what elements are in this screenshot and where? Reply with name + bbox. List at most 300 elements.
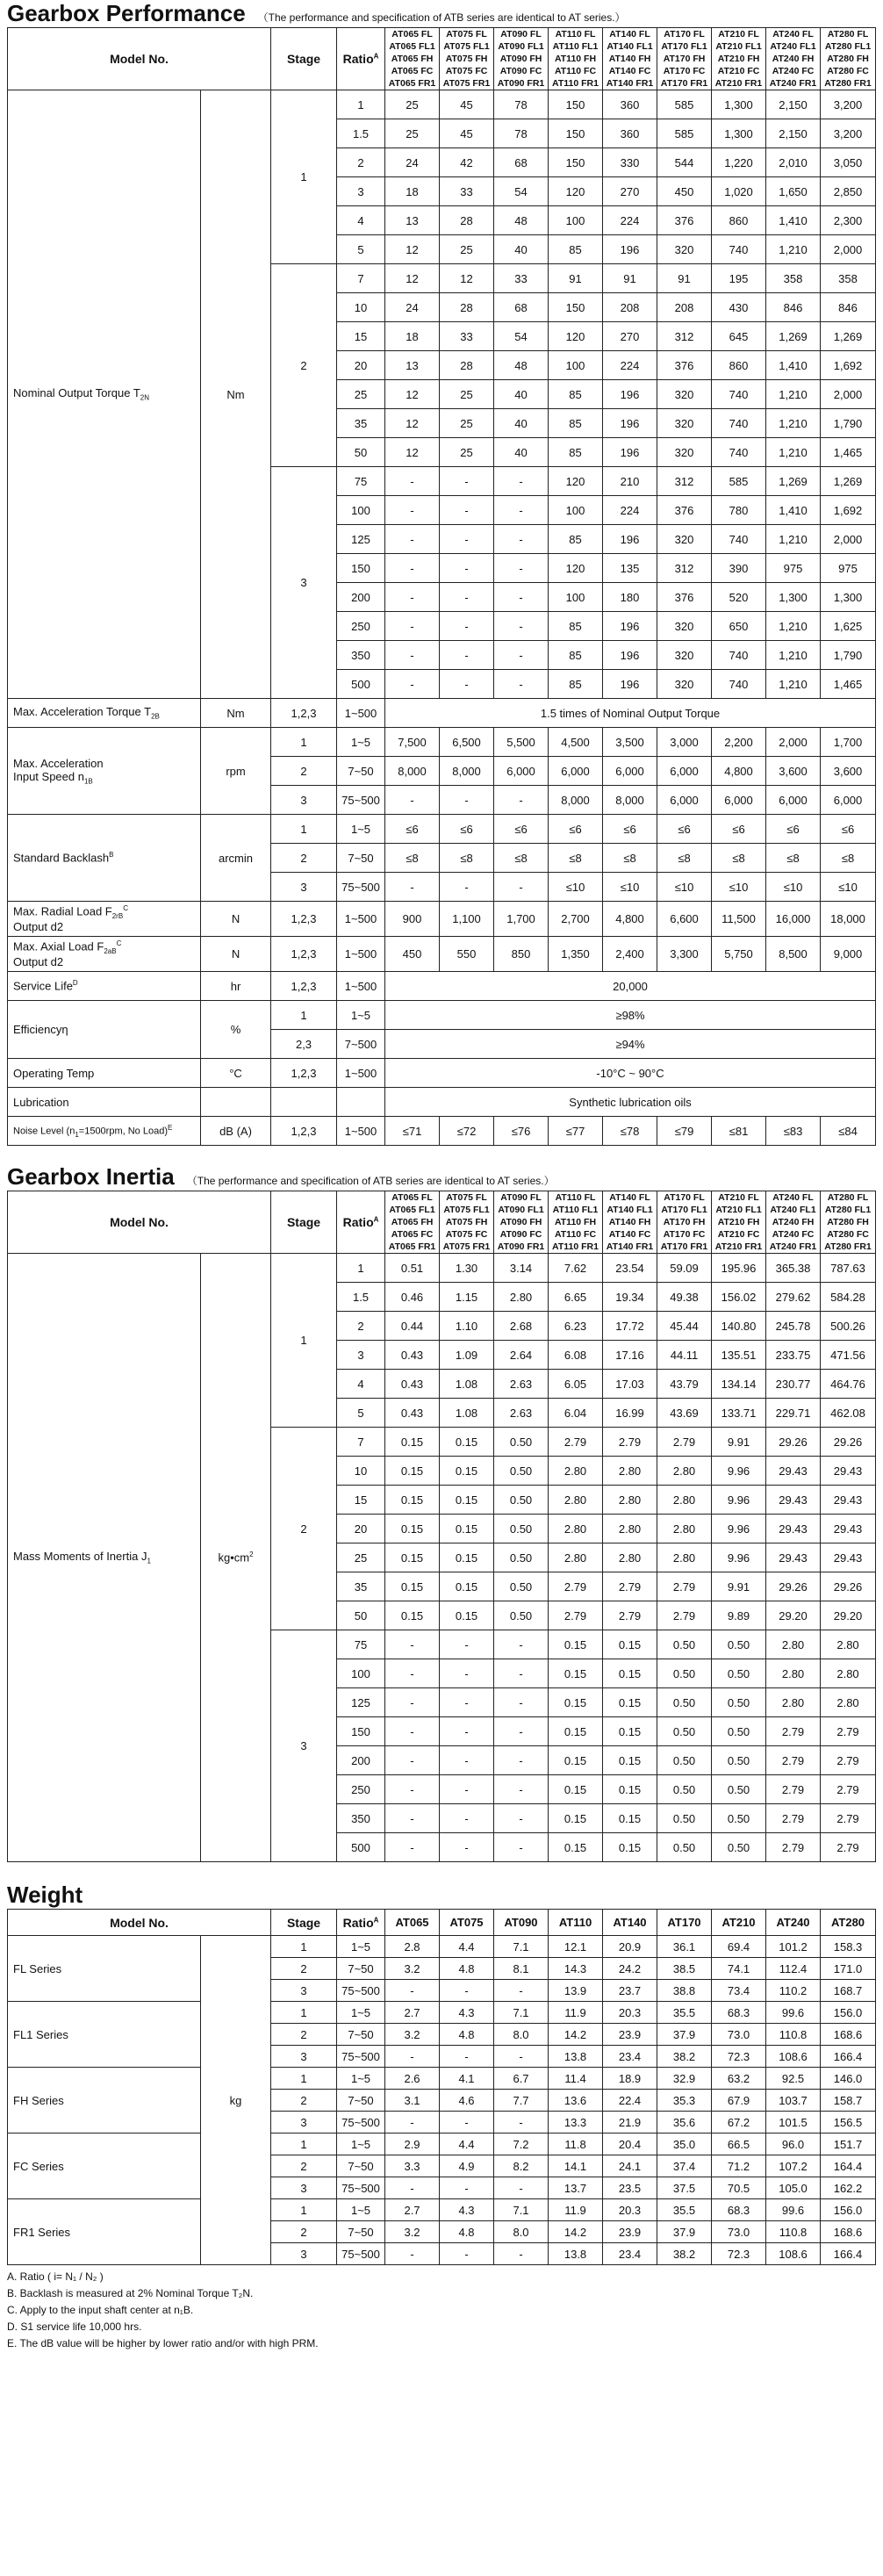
accel-label	[8, 699, 201, 728]
value-cell: ≤84	[821, 1117, 876, 1146]
noise-unit: dB (A)	[201, 1117, 271, 1146]
weight-unit: kg	[201, 1936, 271, 2265]
value-cell: 85	[549, 235, 603, 264]
eff-label-part: Efficiency	[13, 1023, 62, 1036]
radial-label-part: Max. Radial Load F	[13, 904, 112, 918]
model-name: AT280 FC	[827, 1229, 869, 1240]
value-cell: 2.79	[821, 1775, 876, 1804]
value-cell: 3,500	[603, 728, 657, 757]
value-cell: 18	[385, 322, 440, 351]
value-cell: -	[385, 1775, 440, 1804]
value-cell: 5,500	[494, 728, 549, 757]
value-cell: 19.34	[603, 1283, 657, 1312]
value-cell: 68	[494, 293, 549, 322]
value-cell: 91	[549, 264, 603, 293]
value-cell: 0.50	[657, 1804, 712, 1833]
ratio-cell: 1~500	[337, 1059, 385, 1088]
value-cell: -	[440, 1717, 494, 1746]
series-label: FH Series	[8, 2068, 201, 2133]
value-cell: 195	[712, 264, 766, 293]
value-cell: 2.80	[603, 1543, 657, 1572]
value-cell: 33	[440, 322, 494, 351]
value-cell: 29.43	[821, 1486, 876, 1515]
value-cell: 4.9	[440, 2155, 494, 2177]
value-cell: 8,500	[766, 937, 821, 972]
torque-label	[8, 90, 201, 699]
value-cell: ≤8	[603, 844, 657, 873]
perf-ratio-header	[337, 28, 385, 90]
value-cell: -	[494, 612, 549, 641]
value-cell: 13	[385, 206, 440, 235]
accel-value: 1.5 times of Nominal Output Torque	[385, 699, 876, 728]
value-cell: -	[440, 2177, 494, 2199]
ratio-cell: 7~50	[337, 2090, 385, 2112]
model-name: AT280 FC	[827, 66, 869, 76]
value-cell: 133.71	[712, 1399, 766, 1428]
value-cell: 23.5	[603, 2177, 657, 2199]
weight-row	[8, 2199, 876, 2221]
value-cell: -	[385, 641, 440, 670]
value-cell: 105.0	[766, 2177, 821, 2199]
value-cell: 2.80	[766, 1659, 821, 1688]
value-cell: 166.4	[821, 2046, 876, 2068]
value-cell: ≤81	[712, 1117, 766, 1146]
value-cell: 0.15	[385, 1601, 440, 1630]
value-cell: 230.77	[766, 1370, 821, 1399]
value-cell: -	[494, 1688, 549, 1717]
footnote: C. Apply to the input shaft center at n₁B.	[7, 2304, 194, 2316]
stage-cell: 3	[271, 467, 337, 699]
ratio-cell: 125	[337, 525, 385, 554]
stage-cell: 1	[271, 2068, 337, 2090]
value-cell: 32.9	[657, 2068, 712, 2090]
ratio-cell: 10	[337, 293, 385, 322]
value-cell: -	[494, 2177, 549, 2199]
value-cell: 4,800	[603, 902, 657, 937]
value-cell: 96.0	[766, 2133, 821, 2155]
stage-cell: 2	[271, 264, 337, 467]
value-cell: 3.1	[385, 2090, 440, 2112]
value-cell: 0.15	[440, 1515, 494, 1543]
model-name: AT065 FL1	[389, 1205, 435, 1215]
weight-col-header: AT140	[603, 1910, 657, 1936]
value-cell: 8,000	[603, 786, 657, 815]
value-cell: 48	[494, 206, 549, 235]
value-cell: 846	[821, 293, 876, 322]
torque-row	[8, 90, 876, 119]
value-cell: 0.50	[494, 1428, 549, 1457]
value-cell: 20.4	[603, 2133, 657, 2155]
value-cell: 3,000	[657, 728, 712, 757]
value-cell: -	[494, 554, 549, 583]
axial-row	[8, 937, 876, 972]
ratio-cell: 350	[337, 641, 385, 670]
footnote: E. The dB value will be higher by lower ratio and/or with high PRM.	[7, 2337, 319, 2349]
value-cell: 1.30	[440, 1254, 494, 1283]
temp-label: Operating Temp	[8, 1059, 201, 1088]
value-cell: -	[494, 1980, 549, 2002]
backlash-label-part: B	[109, 851, 114, 860]
value-cell: 2,150	[766, 90, 821, 119]
value-cell: 2,300	[821, 206, 876, 235]
inertia-header-row	[8, 1191, 876, 1254]
perf-title: Gearbox Performance	[7, 0, 246, 26]
ratio-cell: 1~5	[337, 2002, 385, 2024]
ratio-cell: 150	[337, 554, 385, 583]
perf-model-col	[821, 28, 876, 90]
life-label	[8, 972, 201, 1001]
model-name: AT090 FC	[499, 66, 542, 76]
value-cell: 9.91	[712, 1428, 766, 1457]
value-cell: 4.3	[440, 2002, 494, 2024]
series-label: FR1 Series	[8, 2199, 201, 2265]
value-cell: 3.14	[494, 1254, 549, 1283]
value-cell: 6,500	[440, 728, 494, 757]
value-cell: ≤76	[494, 1117, 549, 1146]
value-cell: 91	[603, 264, 657, 293]
value-cell: 2,850	[821, 177, 876, 206]
value-cell: -	[494, 2243, 549, 2265]
value-cell: 312	[657, 467, 712, 496]
value-cell: 110.2	[766, 1980, 821, 2002]
value-cell: 150	[549, 119, 603, 148]
value-cell: 0.50	[712, 1775, 766, 1804]
value-cell: 2.80	[657, 1457, 712, 1486]
model-name: AT280 FL	[827, 1192, 869, 1203]
noise-row	[8, 1117, 876, 1146]
value-cell: 17.03	[603, 1370, 657, 1399]
ratio-cell: 1~500	[337, 1117, 385, 1146]
model-name: AT140 FR1	[606, 1241, 654, 1252]
inertia-table	[7, 1191, 876, 1862]
value-cell: 650	[712, 612, 766, 641]
value-cell: 2.79	[549, 1428, 603, 1457]
perf-model-col	[603, 28, 657, 90]
life-unit: hr	[201, 972, 271, 1001]
value-cell: -	[385, 525, 440, 554]
value-cell: 168.7	[821, 1980, 876, 2002]
life-row	[8, 972, 876, 1001]
ratio-cell: 35	[337, 1572, 385, 1601]
value-cell: -	[440, 1980, 494, 2002]
value-cell: 471.56	[821, 1341, 876, 1370]
value-cell: 4.3	[440, 2199, 494, 2221]
value-cell: 6,000	[712, 786, 766, 815]
value-cell: 0.15	[549, 1746, 603, 1775]
ratio-cell: 15	[337, 322, 385, 351]
value-cell: 0.50	[657, 1775, 712, 1804]
temp-row	[8, 1059, 876, 1088]
value-cell: 20.3	[603, 2002, 657, 2024]
value-cell: ≤77	[549, 1117, 603, 1146]
value-cell: -	[385, 1630, 440, 1659]
eff-value: ≥98%	[385, 1001, 876, 1030]
model-name: AT210 FH	[717, 1217, 760, 1227]
value-cell: 2.80	[603, 1515, 657, 1543]
value-cell: 360	[603, 119, 657, 148]
value-cell: 544	[657, 148, 712, 177]
value-cell: 156.02	[712, 1283, 766, 1312]
lub-row	[8, 1088, 876, 1117]
speed-label-part: Max. Acceleration	[13, 756, 104, 770]
backlash-label-part: Standard Backlash	[13, 851, 110, 865]
model-name: AT210 FC	[717, 66, 760, 76]
value-cell: 29.43	[766, 1457, 821, 1486]
inertia-label-part: 1	[147, 1557, 151, 1565]
value-cell: 196	[603, 409, 657, 438]
value-cell: 29.26	[821, 1572, 876, 1601]
value-cell: 1,269	[766, 467, 821, 496]
value-cell: 24	[385, 293, 440, 322]
value-cell: 3,600	[821, 757, 876, 786]
value-cell: 29.43	[766, 1543, 821, 1572]
value-cell: -	[385, 1746, 440, 1775]
value-cell: 0.50	[712, 1833, 766, 1862]
ratio-cell: 1~5	[337, 2199, 385, 2221]
ratio-cell: 75~500	[337, 786, 385, 815]
value-cell: 59.09	[657, 1254, 712, 1283]
value-cell: 1,210	[766, 525, 821, 554]
value-cell: 5,750	[712, 937, 766, 972]
value-cell: ≤10	[821, 873, 876, 902]
model-name: AT110 FC	[554, 1229, 597, 1240]
value-cell: 975	[766, 554, 821, 583]
radial-label-part: 2rB	[111, 911, 124, 920]
model-name: AT075 FH	[445, 1217, 488, 1227]
value-cell: -	[385, 2112, 440, 2133]
value-cell: 390	[712, 554, 766, 583]
model-name: AT140 FH	[608, 54, 651, 64]
value-cell: 85	[549, 641, 603, 670]
stage-cell: 1,2,3	[271, 699, 337, 728]
value-cell: 1.08	[440, 1370, 494, 1399]
model-name: AT110 FL1	[552, 1205, 599, 1215]
model-name: AT075 FL	[446, 29, 487, 40]
value-cell: 0.51	[385, 1254, 440, 1283]
stage-cell: 1,2,3	[271, 1117, 337, 1146]
stage-cell: 1,2,3	[271, 1059, 337, 1088]
model-name: AT280 FR1	[824, 78, 872, 89]
value-cell: 68	[494, 148, 549, 177]
model-name: AT210 FL1	[715, 1205, 762, 1215]
model-name: AT210 FR1	[714, 78, 763, 89]
value-cell: 14.3	[549, 1958, 603, 1980]
value-cell: 1.15	[440, 1283, 494, 1312]
eff-label	[8, 1001, 201, 1059]
value-cell: 2.80	[603, 1486, 657, 1515]
value-cell: 25	[440, 438, 494, 467]
value-cell: -	[440, 670, 494, 699]
value-cell: 156.0	[821, 2002, 876, 2024]
value-cell: -	[494, 1746, 549, 1775]
stage-cell: 1	[271, 1254, 337, 1428]
value-cell: 0.15	[549, 1630, 603, 1659]
value-cell: 1.10	[440, 1312, 494, 1341]
speed-label-part: Input Speed n	[13, 769, 84, 783]
value-cell: 29.20	[821, 1601, 876, 1630]
model-name: AT240 FL1	[770, 41, 816, 52]
value-cell: 8.2	[494, 2155, 549, 2177]
ratio-cell: 2	[337, 1312, 385, 1341]
ratio-cell: 1~5	[337, 1001, 385, 1030]
value-cell: 9.96	[712, 1457, 766, 1486]
value-cell: 33	[440, 177, 494, 206]
value-cell: 0.50	[494, 1543, 549, 1572]
series-label: FL Series	[8, 1936, 201, 2002]
value-cell: 0.15	[603, 1746, 657, 1775]
value-cell: 7,500	[385, 728, 440, 757]
value-cell: 0.46	[385, 1283, 440, 1312]
value-cell: ≤6	[440, 815, 494, 844]
value-cell: 2.80	[494, 1283, 549, 1312]
value-cell: 100	[549, 351, 603, 380]
performance-table	[7, 27, 876, 1146]
lub-value: Synthetic lubrication oils	[385, 1088, 876, 1117]
value-cell: 23.4	[603, 2243, 657, 2265]
stage-cell: 2	[271, 2090, 337, 2112]
perf-model-col	[657, 28, 712, 90]
value-cell: 4.6	[440, 2090, 494, 2112]
value-cell: 85	[549, 438, 603, 467]
value-cell: 2.79	[603, 1572, 657, 1601]
inertia-label	[8, 1254, 201, 1862]
model-name: AT240 FL	[772, 1192, 814, 1203]
value-cell: 1,700	[821, 728, 876, 757]
value-cell: 2.79	[766, 1775, 821, 1804]
value-cell: 164.4	[821, 2155, 876, 2177]
value-cell: 9,000	[821, 937, 876, 972]
inertia-ratio-header-part: Ratio	[342, 1215, 374, 1229]
ratio-cell: 1~500	[337, 699, 385, 728]
value-cell: 3.3	[385, 2155, 440, 2177]
value-cell: ≤8	[821, 844, 876, 873]
axial-label-part: 2aB	[104, 946, 117, 955]
value-cell: 2,700	[549, 902, 603, 937]
value-cell: 196	[603, 525, 657, 554]
model-name: AT090 FC	[499, 1229, 542, 1240]
model-name: AT110 FR1	[552, 78, 599, 89]
value-cell: 2.79	[821, 1717, 876, 1746]
value-cell: 320	[657, 438, 712, 467]
value-cell: 11.9	[549, 2199, 603, 2221]
value-cell: 135	[603, 554, 657, 583]
value-cell: 6.7	[494, 2068, 549, 2090]
model-name: AT280 FR1	[824, 1241, 872, 1252]
value-cell: -	[440, 1746, 494, 1775]
footnote: B. Backlash is measured at 2% Nominal Torque T₂N.	[7, 2287, 254, 2299]
value-cell: 28	[440, 293, 494, 322]
value-cell: 6,000	[657, 786, 712, 815]
value-cell: 645	[712, 322, 766, 351]
value-cell: 180	[603, 583, 657, 612]
ratio-cell: 20	[337, 1515, 385, 1543]
value-cell: 72.3	[712, 2243, 766, 2265]
value-cell: 1,700	[494, 902, 549, 937]
value-cell: 156.0	[821, 2199, 876, 2221]
model-name: AT240 FC	[772, 1229, 815, 1240]
model-name: AT090 FL1	[498, 1205, 544, 1215]
value-cell: 0.15	[603, 1659, 657, 1688]
radial-label-part: C	[123, 904, 128, 913]
value-cell: 846	[766, 293, 821, 322]
stage-cell: 1	[271, 1936, 337, 1958]
value-cell: 6,600	[657, 902, 712, 937]
torque-label-part: Nominal Output Torque T	[13, 386, 140, 400]
value-cell: 40	[494, 380, 549, 409]
value-cell: -	[385, 1688, 440, 1717]
value-cell: 9.89	[712, 1601, 766, 1630]
value-cell: 168.6	[821, 2024, 876, 2046]
value-cell: 108.6	[766, 2243, 821, 2265]
model-name: AT075 FC	[445, 1229, 488, 1240]
value-cell: 450	[657, 177, 712, 206]
ratio-cell: 1~500	[337, 902, 385, 937]
value-cell: 85	[549, 612, 603, 641]
value-cell: 2.6	[385, 2068, 440, 2090]
value-cell: 8,000	[385, 757, 440, 786]
ratio-cell: 50	[337, 1601, 385, 1630]
value-cell: 0.50	[657, 1746, 712, 1775]
weight-col-header: AT090	[494, 1910, 549, 1936]
value-cell: 85	[549, 409, 603, 438]
speed-row	[8, 728, 876, 757]
model-name: AT065 FH	[391, 1217, 434, 1227]
value-cell: 8.1	[494, 1958, 549, 1980]
value-cell: 376	[657, 496, 712, 525]
value-cell: 0.15	[549, 1804, 603, 1833]
value-cell: 2.80	[603, 1457, 657, 1486]
ratio-cell: 75~500	[337, 2177, 385, 2199]
value-cell: 0.15	[549, 1775, 603, 1804]
value-cell: 1,650	[766, 177, 821, 206]
ratio-cell: 35	[337, 409, 385, 438]
value-cell: -	[440, 1775, 494, 1804]
model-name: AT075 FL1	[443, 41, 490, 52]
value-cell: 44.11	[657, 1341, 712, 1370]
value-cell: 1,300	[821, 583, 876, 612]
value-cell: ≤6	[821, 815, 876, 844]
model-name: AT240 FL1	[770, 1205, 816, 1215]
value-cell: 2.80	[766, 1688, 821, 1717]
backlash-unit: arcmin	[201, 815, 271, 902]
life-label-part: Service Life	[13, 979, 73, 993]
model-name: AT170 FL1	[661, 1205, 707, 1215]
value-cell: 108.6	[766, 2046, 821, 2068]
model-name: AT240 FL	[772, 29, 814, 40]
value-cell: 71.2	[712, 2155, 766, 2177]
value-cell: 1,210	[766, 641, 821, 670]
weight-col-header: AT210	[712, 1910, 766, 1936]
value-cell: 312	[657, 322, 712, 351]
value-cell: 12	[385, 438, 440, 467]
model-name: AT170 FR1	[660, 1241, 708, 1252]
model-name: AT170 FL	[664, 29, 705, 40]
value-cell: -	[440, 554, 494, 583]
stage-cell: 3	[271, 786, 337, 815]
value-cell: 4.1	[440, 2068, 494, 2090]
weight-row	[8, 2002, 876, 2024]
value-cell: 14.2	[549, 2024, 603, 2046]
ratio-cell: 200	[337, 583, 385, 612]
value-cell: 2.79	[821, 1746, 876, 1775]
value-cell: 1,410	[766, 351, 821, 380]
value-cell: 73.4	[712, 1980, 766, 2002]
model-name: AT090 FL1	[498, 41, 544, 52]
value-cell: 2.80	[549, 1515, 603, 1543]
value-cell: ≤6	[712, 815, 766, 844]
value-cell: 112.4	[766, 1958, 821, 1980]
noise-label-part: Noise Level (n	[13, 1126, 75, 1137]
